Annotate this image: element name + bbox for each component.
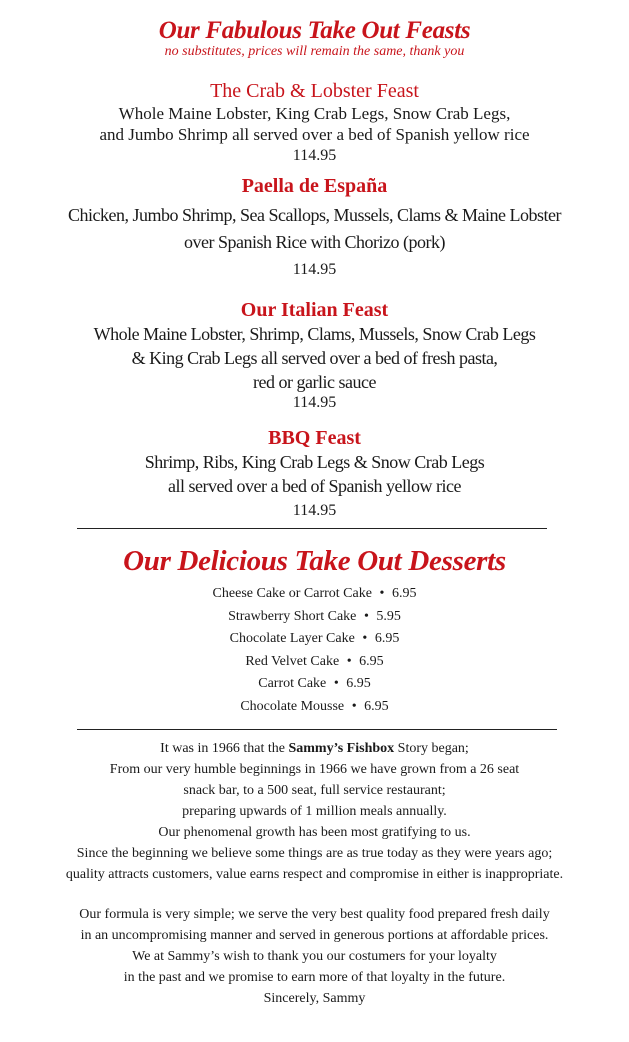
feast-description-line: Whole Maine Lobster, King Crab Legs, Snow Crab Legs, [118, 104, 511, 123]
feast-price: 114.95 [292, 261, 337, 278]
feast-crab-lobster [0, 79, 629, 167]
story-line: preparing upwards of 1 million meals annually. [182, 804, 447, 819]
feast-description-line: all served over a bed of Spanish yellow rice [168, 476, 461, 496]
dessert-item: Carrot Cake • 6.95 [258, 676, 371, 691]
feast-description-line: Whole Maine Lobster, Shrimp, Clams, Mussels, Snow Crab Legs [93, 324, 536, 344]
desserts-title: Our Delicious Take Out Desserts [123, 545, 506, 577]
story-line: in an uncompromising manner and served in generous portions at affordable prices. [80, 928, 549, 943]
feast-name: Our Italian Feast [240, 299, 389, 321]
feast-name: The Crab & Lobster Feast [210, 80, 419, 102]
story-text [0, 738, 629, 1009]
story-line: We at Sammy’s wish to thank you our costumers for your loyalty [132, 949, 497, 964]
feast-bbq [0, 426, 629, 524]
dessert-item: Strawberry Short Cake • 5.95 [228, 608, 401, 624]
dessert-item: Chocolate Layer Cake • 6.95 [229, 631, 400, 646]
dessert-item: Chocolate Mousse • 6.95 [240, 698, 389, 714]
feast-price: 114.95 [292, 394, 337, 411]
feast-name: BBQ Feast [268, 427, 361, 449]
story-line: Our formula is very simple; we serve the very best quality food prepared fresh daily [79, 907, 550, 922]
feast-paella [0, 174, 629, 281]
story-line: From our very humble beginnings in 1966 we have grown from a 26 seat [109, 762, 520, 777]
feast-description-line: & King Crab Legs all served over a bed of fresh pasta, [131, 348, 498, 368]
divider-feasts [77, 528, 547, 529]
story-line: Since the beginning we believe some things are as true today as they were years ago; [76, 846, 553, 861]
feast-description-line: over Spanish Rice with Chorizo (pork) [184, 232, 445, 252]
feasts-title: Our Fabulous Take Out Feasts [158, 17, 471, 44]
dessert-item: Cheese Cake or Carrot Cake • 6.95 [212, 586, 417, 601]
feast-price: 114.95 [292, 147, 337, 164]
feast-italian [0, 298, 629, 412]
feast-name: Paella de España [241, 175, 388, 197]
feast-description-line: red or garlic sauce [253, 372, 376, 392]
feast-description-line: Chicken, Jumbo Shrimp, Sea Scallops, Mussels, Clams & Maine Lobster [68, 205, 561, 225]
feast-description-line: Shrimp, Ribs, King Crab Legs & Snow Crab Legs [144, 452, 485, 472]
desserts-list [0, 583, 629, 718]
feast-description-line: and Jumbo Shrimp all served over a bed of Spanish yellow rice [99, 125, 530, 144]
story-line: Our phenomenal growth has been most gratifying to us. [158, 825, 471, 840]
dessert-item: Red Velvet Cake • 6.95 [245, 653, 384, 669]
story-line: snack bar, to a 500 seat, full service restaurant; [183, 783, 446, 798]
feasts-subtitle: no substitutes, prices will remain the same, thank you [164, 44, 465, 59]
feast-price: 114.95 [292, 502, 337, 519]
restaurant-name: Sammy’s Fishbox [288, 741, 395, 756]
divider-desserts [77, 729, 557, 730]
story-intro: It was in 1966 that the Sammy’s Fishbox Story began; [160, 741, 469, 756]
story-line: in the past and we promise to earn more of that loyalty in the future. [123, 970, 506, 985]
story-line: quality attracts customers, value earns respect and compromise in either is inappropriate. [65, 867, 564, 882]
story-signature: Sincerely, Sammy [263, 991, 366, 1006]
